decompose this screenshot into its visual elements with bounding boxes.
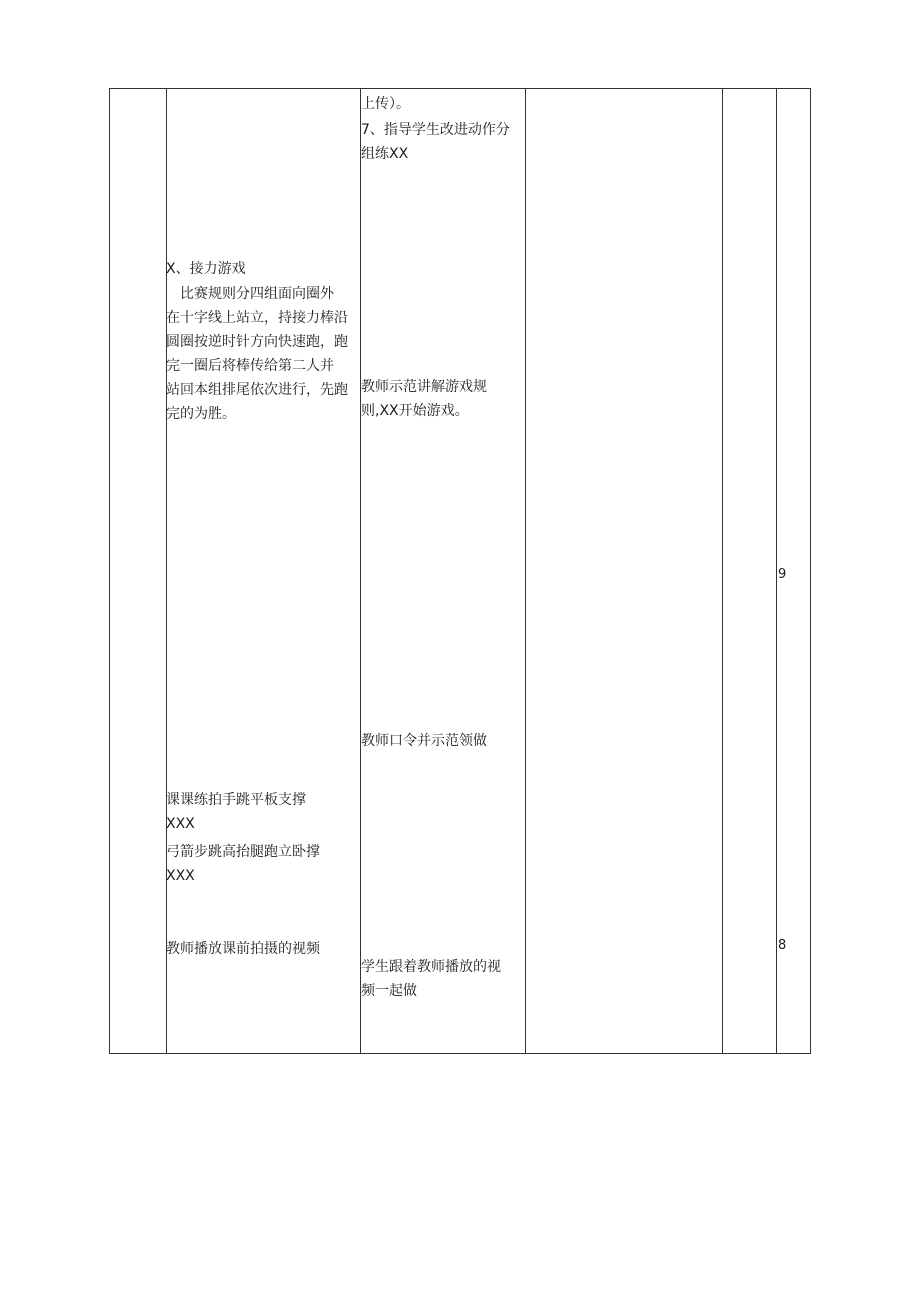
column-divider	[525, 89, 526, 1053]
relay-game-title: X、接力游戏	[166, 261, 246, 277]
time-value: 8	[778, 938, 787, 953]
guide-text: 7、指导学生改进动作分 组练XX	[361, 122, 510, 162]
time-value: 9	[778, 567, 787, 582]
exercise-item: 课课练拍手跳平板支撑 XXX	[166, 792, 306, 832]
column-divider	[776, 89, 777, 1053]
lesson-plan-table	[109, 88, 811, 1054]
follow-video-text: 学生跟着教师播放的视 频一起做	[361, 959, 501, 999]
game-explain-text: 教师示范讲解游戏规 则,XX开始游戏。	[361, 379, 487, 419]
column-divider	[166, 89, 167, 1053]
relay-game-rules: 比赛规则分四组面向圈外 在十字线上站立，持接力棒沿 圆圈按逆时针方向快速跑，跑 完一圈后将棒传给第二人并 站回本组排尾依次进行，先跑 完的为胜。	[166, 286, 348, 422]
video-note: 教师播放课前拍摄的视频	[166, 941, 320, 957]
upload-text: 上传）。	[361, 96, 410, 112]
command-text: 教师口令并示范领做	[361, 733, 487, 749]
exercise-item: 弓箭步跳高抬腿跑立卧撑 XXX	[166, 844, 320, 884]
column-divider	[360, 89, 361, 1053]
column-divider	[722, 89, 723, 1053]
